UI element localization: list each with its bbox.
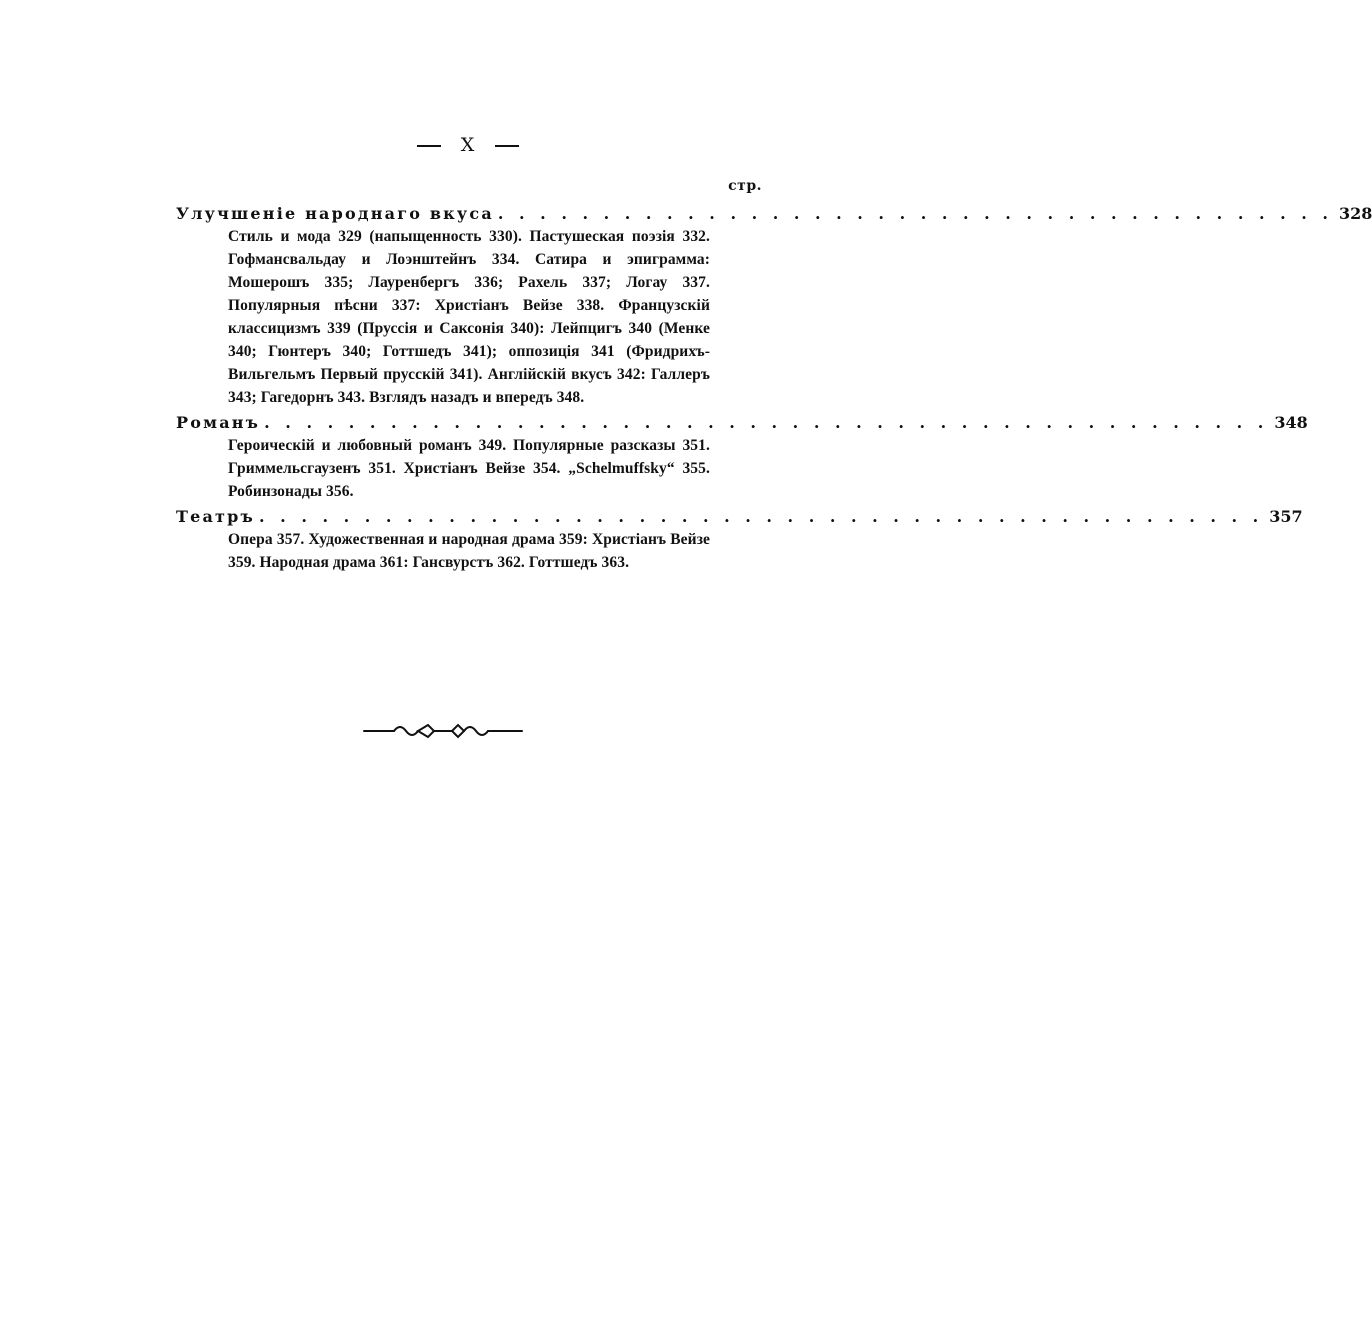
toc-entry-description: Героическій и любовный романъ 349. Популярные разсказы 351. Гриммельсгаузенъ 351. Христіанъ Вейзе 354. „Schelmuffsky“ 355. Робинзонады 356. — [228, 437, 710, 500]
table-of-contents — [176, 202, 1372, 576]
toc-entry-heading — [176, 202, 1372, 225]
leader-dots: . . . . . . . . . . . . . . . . . . . . . . . . . . . . . . . . . . . . . . . . . . . . . . . . — [264, 413, 1269, 432]
toc-entry — [176, 505, 1303, 574]
toc-entry-heading — [176, 505, 1303, 528]
toc-entry — [176, 411, 1308, 503]
toc-entry-description: Стиль и мода 329 (напыщенность 330). Пастушеская поэзія 332. Гофмансвальдау и Лоэнштейнъ 334. Сатира и эпиграмма: Мошерошъ 335; Лауренбергъ 336; Рахель 337; Логау 337. Популярныя пѣсни 337: Христіанъ Вейзе 338. Французскій классицизмъ 339 (Пруссія и Саксонія 340): Лейпцигъ 340 (Менке 340; Гюнтеръ 340; Готтшедъ 341); оппозиція 341 (Фридрихъ-Вильгельмъ Первый прусскій 341). Англійскій вкусъ 342: Галлеръ 343; Гагедорнъ 343. Взглядъ назадъ и впередъ 348. — [228, 228, 710, 406]
toc-entry — [176, 202, 1372, 409]
toc-entry-title: Улучшеніе народнаго вкуса — [176, 204, 494, 223]
decorative-flourish-icon — [362, 719, 524, 743]
toc-entry-page: 357 — [1269, 507, 1303, 526]
toc-entry-title: Театръ — [176, 507, 256, 526]
toc-entry-page: 328 — [1338, 204, 1372, 223]
toc-entry-heading — [176, 411, 1308, 434]
toc-entry-description: Опера 357. Художественная и народная драма 359: Христіанъ Вейзе 359. Народная драма 361: Гансвурстъ 362. Готтшедъ 363. — [228, 531, 710, 571]
leader-dots: . . . . . . . . . . . . . . . . . . . . . . . . . . . . . . . . . . . . . . . . — [497, 204, 1333, 223]
page-column-label: стр. — [728, 178, 762, 194]
header-dash-left — [417, 145, 441, 147]
toc-entry-page: 348 — [1274, 413, 1308, 432]
page-header — [0, 134, 936, 156]
leader-dots: . . . . . . . . . . . . . . . . . . . . . . . . . . . . . . . . . . . . . . . . . . . . . . . . — [259, 507, 1264, 526]
page-number: X — [460, 134, 476, 156]
header-dash-right — [495, 145, 519, 147]
toc-entry-title: Романъ — [176, 413, 261, 432]
